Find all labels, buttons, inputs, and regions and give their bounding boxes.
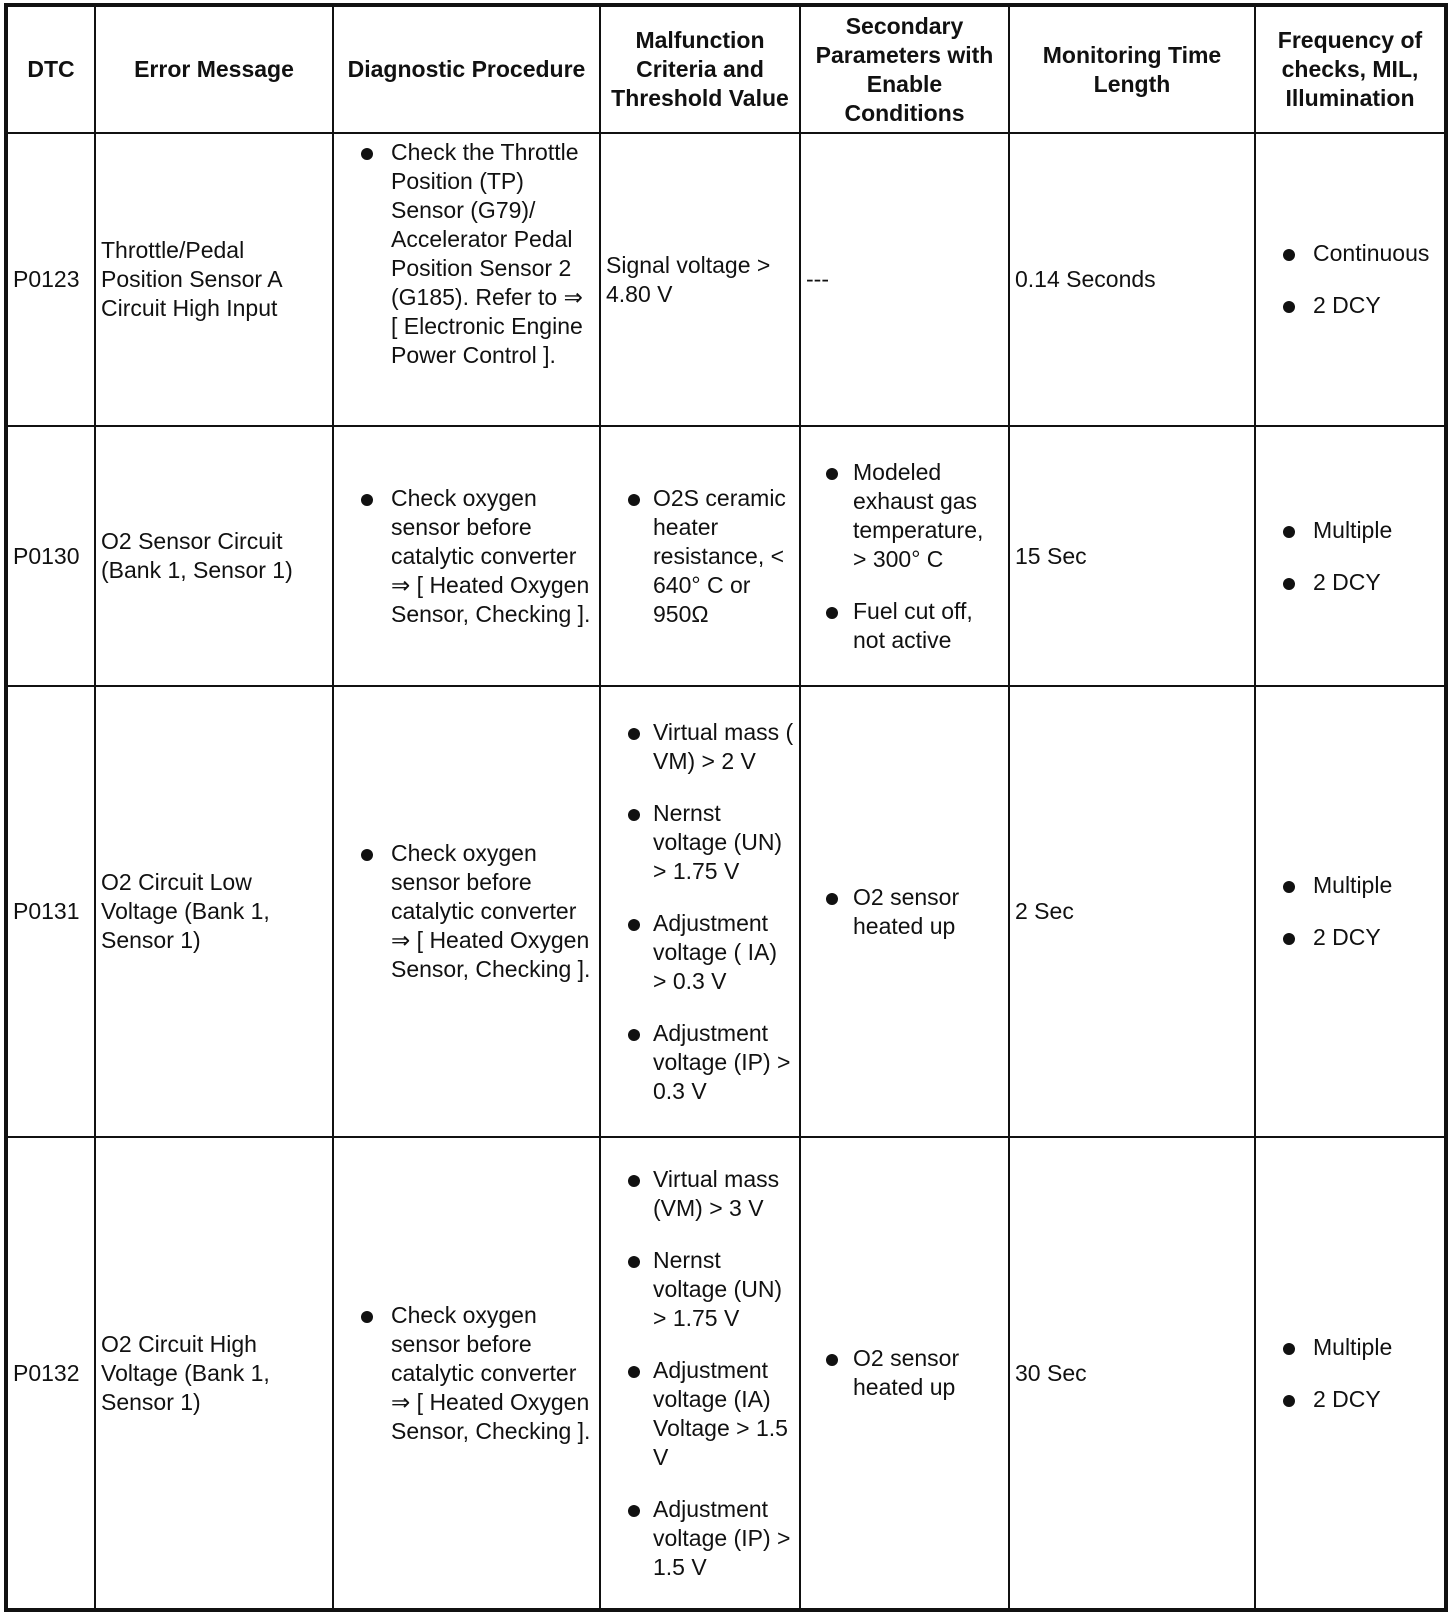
procedure-item: Check the Throttle Position (TP) Sensor (G79)/ Accelerator Pedal Position Sensor 2 (G185). Refer to ⇒ [ Electronic Engine Power Control ]. bbox=[339, 138, 594, 370]
frequency-item: Multiple bbox=[1261, 516, 1439, 545]
malfunction-item: Adjustment voltage (IP) > 0.3 V bbox=[606, 1019, 794, 1106]
error-message: O2 Circuit Low Voltage (Bank 1, Sensor 1) bbox=[95, 686, 333, 1137]
secondary-parameters bbox=[800, 426, 1009, 686]
malfunction-item: Adjustment voltage (IP) > 1.5 V bbox=[606, 1495, 794, 1582]
malfunction-criteria bbox=[600, 686, 800, 1137]
procedure-item: Check oxygen sensor before catalytic converter ⇒ [ Heated Oxygen Sensor, Checking ]. bbox=[339, 484, 594, 629]
procedure-list bbox=[339, 484, 594, 629]
frequency-list bbox=[1261, 871, 1439, 952]
procedure-item: Check oxygen sensor before catalytic converter ⇒ [ Heated Oxygen Sensor, Checking ]. bbox=[339, 1301, 594, 1446]
dtc-code: P0131 bbox=[7, 686, 95, 1137]
frequency-item: Multiple bbox=[1261, 1333, 1439, 1362]
malfunction-criteria: Signal voltage > 4.80 V bbox=[600, 133, 800, 426]
secondary-list bbox=[806, 883, 1003, 941]
secondary-parameters: --- bbox=[800, 133, 1009, 426]
malfunction-list bbox=[606, 1165, 794, 1582]
header-malfunction-criteria: Malfunction Criteria and Threshold Value bbox=[600, 6, 800, 133]
secondary-list bbox=[806, 1344, 1003, 1402]
malfunction-criteria bbox=[600, 1137, 800, 1609]
dtc-code: P0123 bbox=[7, 133, 95, 426]
frequency-checks bbox=[1255, 426, 1445, 686]
monitoring-time: 30 Sec bbox=[1009, 1137, 1255, 1609]
header-error-message: Error Message bbox=[95, 6, 333, 133]
error-message: Throttle/Pedal Position Sensor A Circuit High Input bbox=[95, 133, 333, 426]
frequency-list bbox=[1261, 239, 1439, 320]
frequency-checks bbox=[1255, 686, 1445, 1137]
table-row bbox=[7, 426, 1445, 686]
header-diagnostic-procedure: Diagnostic Procedure bbox=[333, 6, 600, 133]
secondary-list bbox=[806, 458, 1003, 655]
malfunction-item: Nernst voltage (UN) > 1.75 V bbox=[606, 799, 794, 886]
secondary-item: O2 sensor heated up bbox=[806, 1344, 1003, 1402]
malfunction-list bbox=[606, 718, 794, 1106]
procedure-item: Check oxygen sensor before catalytic converter ⇒ [ Heated Oxygen Sensor, Checking ]. bbox=[339, 839, 594, 984]
secondary-item: Modeled exhaust gas temperature, > 300° C bbox=[806, 458, 1003, 574]
dtc-table bbox=[6, 5, 1446, 1610]
table-row bbox=[7, 686, 1445, 1137]
table-row bbox=[7, 133, 1445, 426]
header-dtc: DTC bbox=[7, 6, 95, 133]
frequency-item: 2 DCY bbox=[1261, 291, 1439, 320]
diagnostic-procedure bbox=[333, 426, 600, 686]
malfunction-item: Adjustment voltage ( IA) > 0.3 V bbox=[606, 909, 794, 996]
secondary-parameters bbox=[800, 1137, 1009, 1609]
frequency-checks bbox=[1255, 1137, 1445, 1609]
secondary-item: O2 sensor heated up bbox=[806, 883, 1003, 941]
diagnostic-procedure bbox=[333, 686, 600, 1137]
frequency-item: 2 DCY bbox=[1261, 923, 1439, 952]
header-secondary-parameters: Secondary Parameters with Enable Conditions bbox=[800, 6, 1009, 133]
header-frequency: Frequency of checks, MIL, Illumination bbox=[1255, 6, 1445, 133]
malfunction-item: Virtual mass ( VM) > 2 V bbox=[606, 718, 794, 776]
frequency-item: 2 DCY bbox=[1261, 1385, 1439, 1414]
frequency-list bbox=[1261, 516, 1439, 597]
header-row bbox=[7, 6, 1445, 133]
procedure-list bbox=[339, 138, 594, 370]
table-row bbox=[7, 1137, 1445, 1609]
malfunction-item: Adjustment voltage (IA) Voltage > 1.5 V bbox=[606, 1356, 794, 1472]
procedure-list bbox=[339, 1301, 594, 1446]
frequency-list bbox=[1261, 1333, 1439, 1414]
frequency-item: 2 DCY bbox=[1261, 568, 1439, 597]
malfunction-criteria bbox=[600, 426, 800, 686]
diagnostic-procedure bbox=[333, 1137, 600, 1609]
frequency-item: Continuous bbox=[1261, 239, 1439, 268]
malfunction-item: Nernst voltage (UN) > 1.75 V bbox=[606, 1246, 794, 1333]
monitoring-time: 0.14 Seconds bbox=[1009, 133, 1255, 426]
malfunction-list bbox=[606, 484, 794, 629]
dtc-code: P0130 bbox=[7, 426, 95, 686]
frequency-checks bbox=[1255, 133, 1445, 426]
error-message: O2 Sensor Circuit (Bank 1, Sensor 1) bbox=[95, 426, 333, 686]
monitoring-time: 2 Sec bbox=[1009, 686, 1255, 1137]
diagnostic-procedure bbox=[333, 133, 600, 426]
malfunction-item: O2S ceramic heater resistance, < 640° C or 950Ω bbox=[606, 484, 794, 629]
header-monitoring-time: Monitoring Time Length bbox=[1009, 6, 1255, 133]
secondary-item: Fuel cut off, not active bbox=[806, 597, 1003, 655]
error-message: O2 Circuit High Voltage (Bank 1, Sensor 1) bbox=[95, 1137, 333, 1609]
malfunction-item: Virtual mass (VM) > 3 V bbox=[606, 1165, 794, 1223]
monitoring-time: 15 Sec bbox=[1009, 426, 1255, 686]
secondary-parameters bbox=[800, 686, 1009, 1137]
procedure-list bbox=[339, 839, 594, 984]
frequency-item: Multiple bbox=[1261, 871, 1439, 900]
dtc-code: P0132 bbox=[7, 1137, 95, 1609]
